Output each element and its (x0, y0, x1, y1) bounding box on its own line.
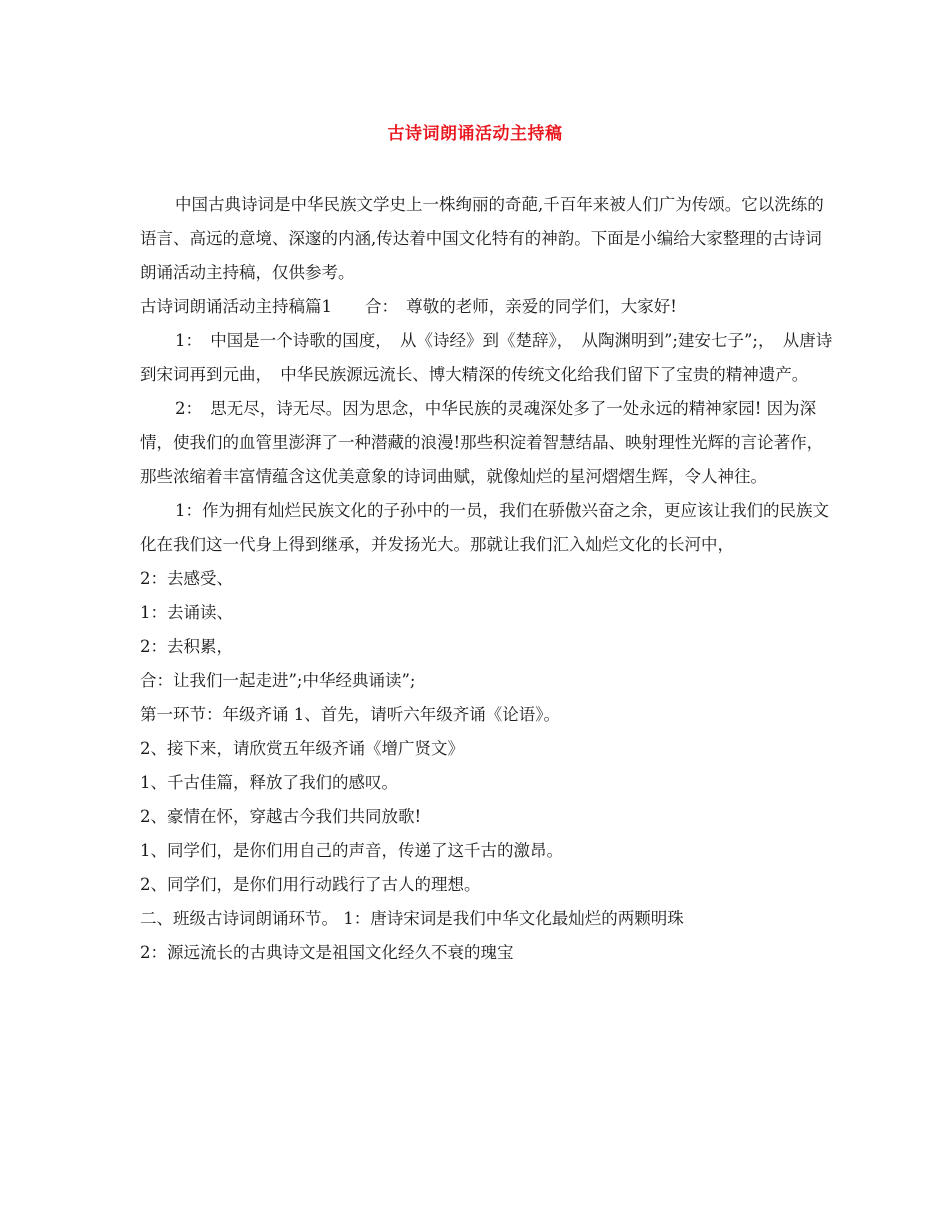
line-classic: 1、千古佳篇，释放了我们的感叹。 (140, 773, 398, 792)
line-voice: 1、同学们，是你们用自己的声音，传递了这千古的激昂。 (140, 841, 563, 860)
speaker-1-paragraph-2: 1：作为拥有灿烂民族文化的子孙中的一员，我们在骄傲兴奋之余，更应该让我们的民族文化在我们这一代身上得到继承，并发扬光大。那就让我们汇入灿烂文化的长河中， (140, 501, 829, 554)
speaker-1-paragraph: 1： 中国是一个诗歌的国度， 从《诗经》到《楚辞》， 从陶渊明到”;建安七子”;， 从唐诗到宋词再到元曲， 中华民族源远流长、博大精深的传统文化给我们留下了宝贵的精神遗产。 (140, 331, 833, 384)
line-accumulate: 2：去积累， (140, 637, 233, 656)
line-together: 合：让我们一起走进”;中华经典诵读”; (140, 671, 416, 690)
speaker-2-paragraph: 2： 思无尽，诗无尽。因为思念，中华民族的灵魂深处多了一处永远的精神家园! 因为深情，使我们的血管里澎湃了一种潜藏的浪漫!那些积淀着智慧结晶、映射理性光辉的言论著作，那些浓缩着丰富情蕴含这优美意象的诗词曲赋，就像灿烂的星河熠熠生辉，令人神往。 (140, 399, 824, 486)
line-feel: 2：去感受、 (140, 569, 233, 588)
intro-paragraph: 中国古典诗词是中华民族文学史上一株绚丽的奇葩,千百年来被人们广为传颂。它以洗练的语言、高远的意境、深邃的内涵,传达着中国文化特有的神韵。下面是小编给大家整理的古诗词朗诵活动主持稿，仅供参考。 (140, 195, 824, 282)
document-body (140, 188, 834, 970)
line-treasure: 2：源远流长的古典诗文是祖国文化经久不衰的瑰宝 (140, 943, 514, 962)
line-segment-one: 第一环节：年级齐诵 1、首先，请听六年级齐诵《论语》。 (140, 705, 560, 724)
section-heading-line: 古诗词朗诵活动主持稿篇1 合： 尊敬的老师，亲爱的同学们，大家好! (140, 297, 677, 316)
line-segment-two: 二、班级古诗词朗诵环节。 1：唐诗宋词是我们中华文化最灿烂的两颗明珠 (140, 909, 684, 928)
line-ideal: 2、同学们，是你们用行动践行了古人的理想。 (140, 875, 481, 894)
line-recite: 1：去诵读、 (140, 603, 233, 622)
line-grade-five: 2、接下来，请欣赏五年级齐诵《增广贤文》 (140, 739, 464, 758)
line-passion: 2、豪情在怀，穿越古今我们共同放歌! (140, 807, 422, 826)
document-title: 古诗词朗诵活动主持稿 (387, 124, 563, 144)
